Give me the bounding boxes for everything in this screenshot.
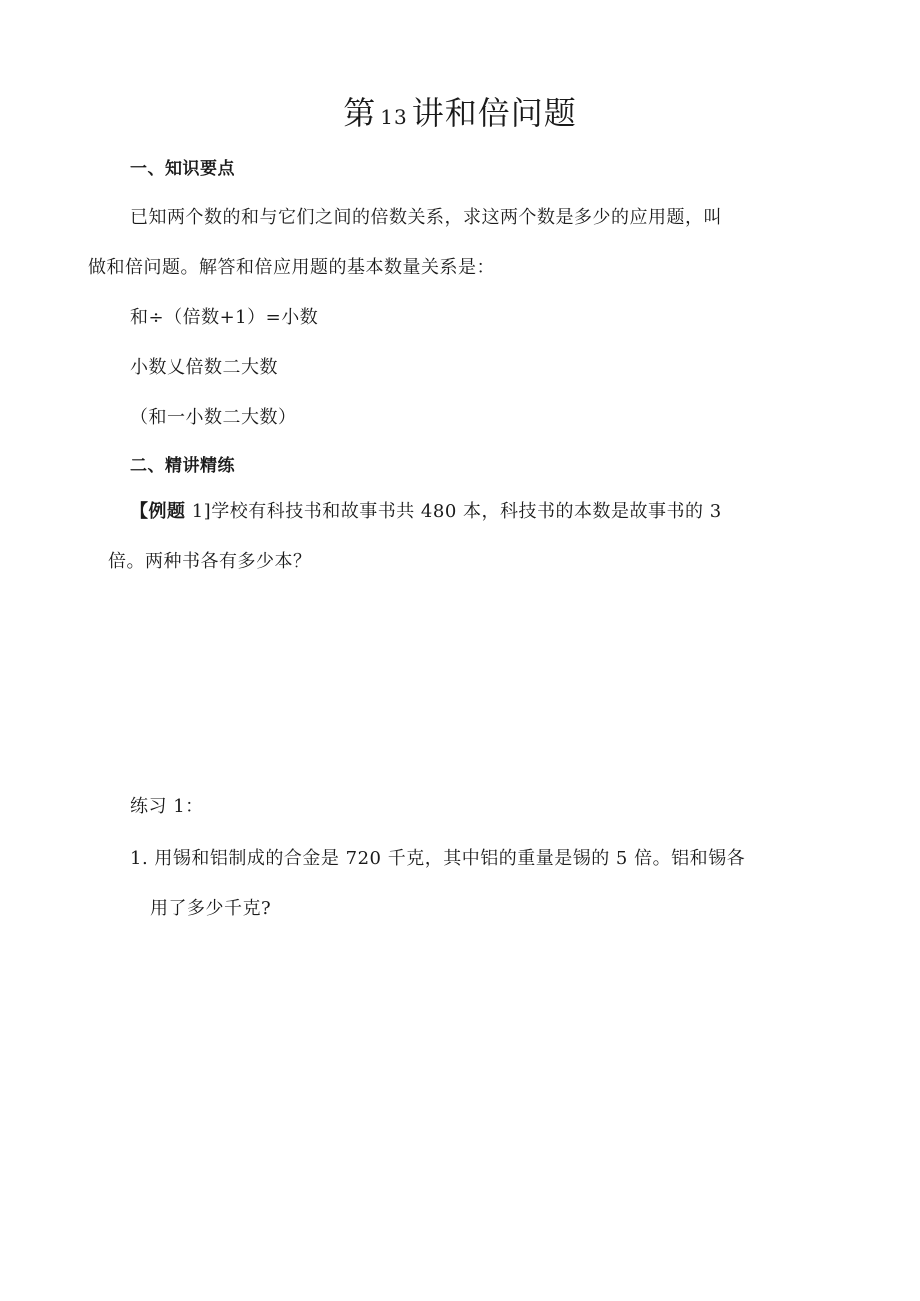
title-suffix: 讲和倍问题 (411, 94, 577, 132)
practice-item-1-line-1: 1. 用锡和铝制成的合金是 720 千克，其中铝的重量是锡的 5 倍。铝和锡各 (130, 848, 746, 869)
section-heading-practice-lecture: 二、精讲精练 (130, 456, 235, 476)
section-heading-knowledge: 一、知识要点 (130, 159, 235, 179)
title-number: 13 (380, 105, 408, 129)
practice-item-1-line-2: 用了多少千克? (150, 898, 272, 919)
example-1-text: 1]学校有科技书和故事书共 480 本，科技书的本数是故事书的 3 (185, 501, 722, 522)
formula-small-number: 和÷（倍数+1）=小数 (130, 307, 319, 328)
example-1-line-1 (130, 500, 722, 524)
title-prefix: 第 (343, 94, 377, 132)
page-title (0, 93, 920, 137)
formula-large-number: 小数乂倍数二大数 (130, 357, 278, 378)
intro-paragraph-line-1: 已知两个数的和与它们之间的倍数关系，求这两个数是多少的应用题，叫 (130, 207, 722, 228)
example-1-line-2: 倍。两种书各有多少本？ (108, 551, 312, 572)
formula-alternate: （和一小数二大数） (130, 407, 297, 428)
practice-label: 练习 1： (130, 796, 204, 817)
example-label: 【例题 (130, 501, 186, 522)
intro-paragraph-line-2: 做和倍问题。解答和倍应用题的基本数量关系是： (88, 257, 495, 278)
